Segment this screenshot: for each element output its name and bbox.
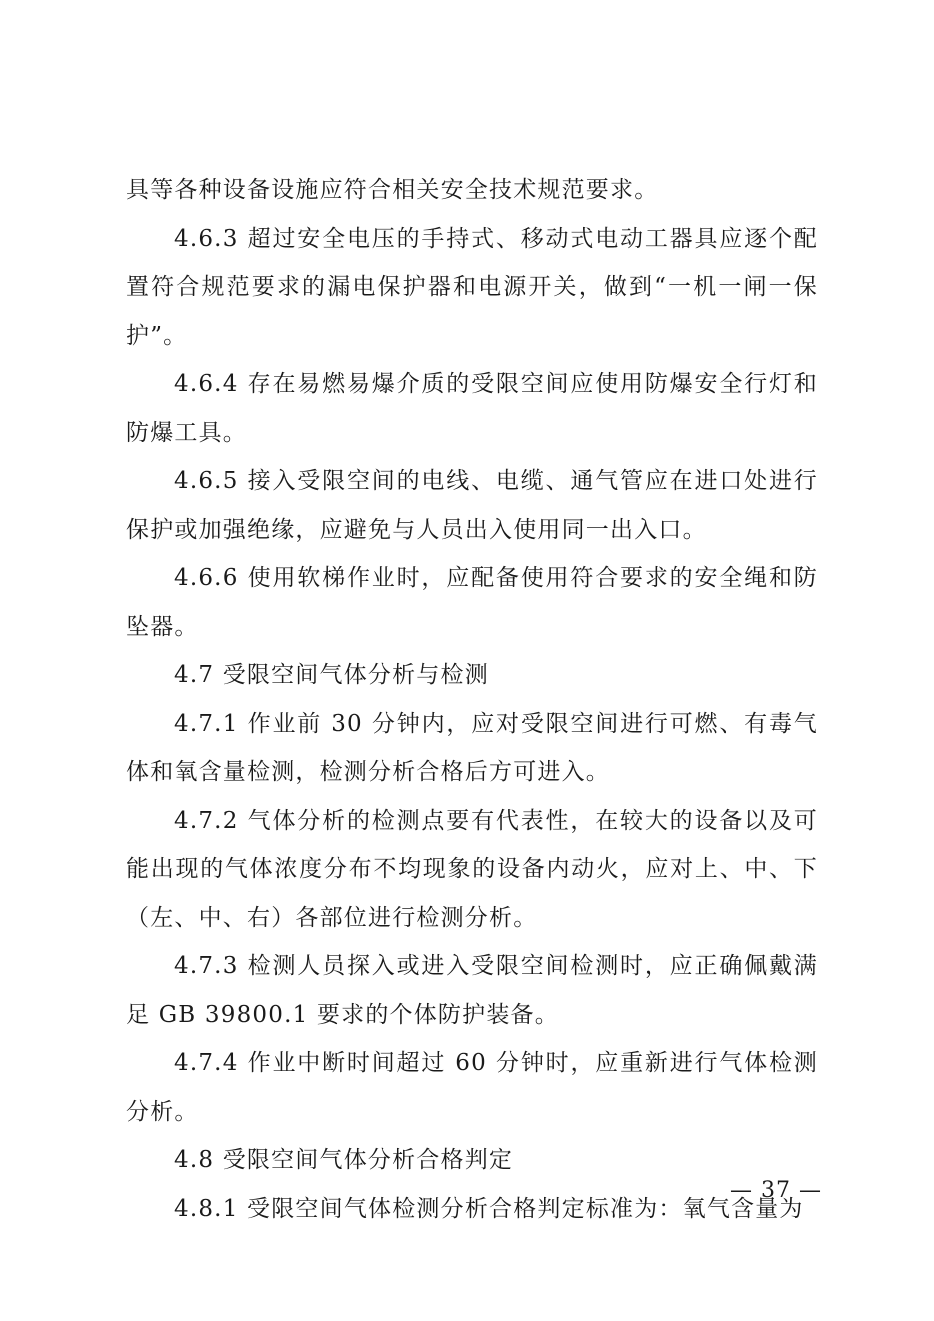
section-heading-4-8: 4.8 受限空间气体分析合格判定: [174, 1147, 514, 1173]
page-number: — 37 —: [730, 1178, 822, 1203]
paragraph-4-6-4: 4.6.4 存在易燃易爆介质的受限空间应使用防爆安全行灯和防爆工具。: [126, 371, 818, 446]
paragraph-4-8-1: 4.8.1 受限空间气体检测分析合格判定标准为：氧气含量为: [174, 1195, 804, 1222]
paragraph-4-6-6: 4.6.6 使用软梯作业时，应配备使用符合要求的安全绳和防坠器。: [126, 565, 818, 640]
paragraph-4-7-3: 4.7.3 检测人员探入或进入受限空间检测时，应正确佩戴满足 GB 39800.1 要求的个体防护装备。: [126, 953, 818, 1028]
paragraph-4-6-5: 4.6.5 接入受限空间的电线、电缆、通气管应在进口处进行保护或加强绝缘，应避免与人员出入使用同一出入口。: [126, 468, 818, 543]
section-heading-4-7: 4.7 受限空间气体分析与检测: [174, 662, 489, 688]
paragraph-continuation: 具等各种设备设施应符合相关安全技术规范要求。: [126, 177, 659, 203]
paragraph-4-7-4: 4.7.4 作业中断时间超过 60 分钟时，应重新进行气体检测分析。: [126, 1050, 818, 1125]
document-body: [126, 166, 818, 1233]
paragraph-4-7-2: 4.7.2 气体分析的检测点要有代表性，在较大的设备以及可能出现的气体浓度分布不均现象的设备内动火，应对上、中、下（左、中、右）各部位进行检测分析。: [126, 807, 818, 931]
paragraph-4-6-3: 4.6.3 超过安全电压的手持式、移动式电动工器具应逐个配置符合规范要求的漏电保护器和电源开关，做到“一机一闸一保护”。: [126, 225, 818, 349]
paragraph-4-7-1: 4.7.1 作业前 30 分钟内，应对受限空间进行可燃、有毒气体和氧含量检测，检测分析合格后方可进入。: [126, 710, 818, 785]
